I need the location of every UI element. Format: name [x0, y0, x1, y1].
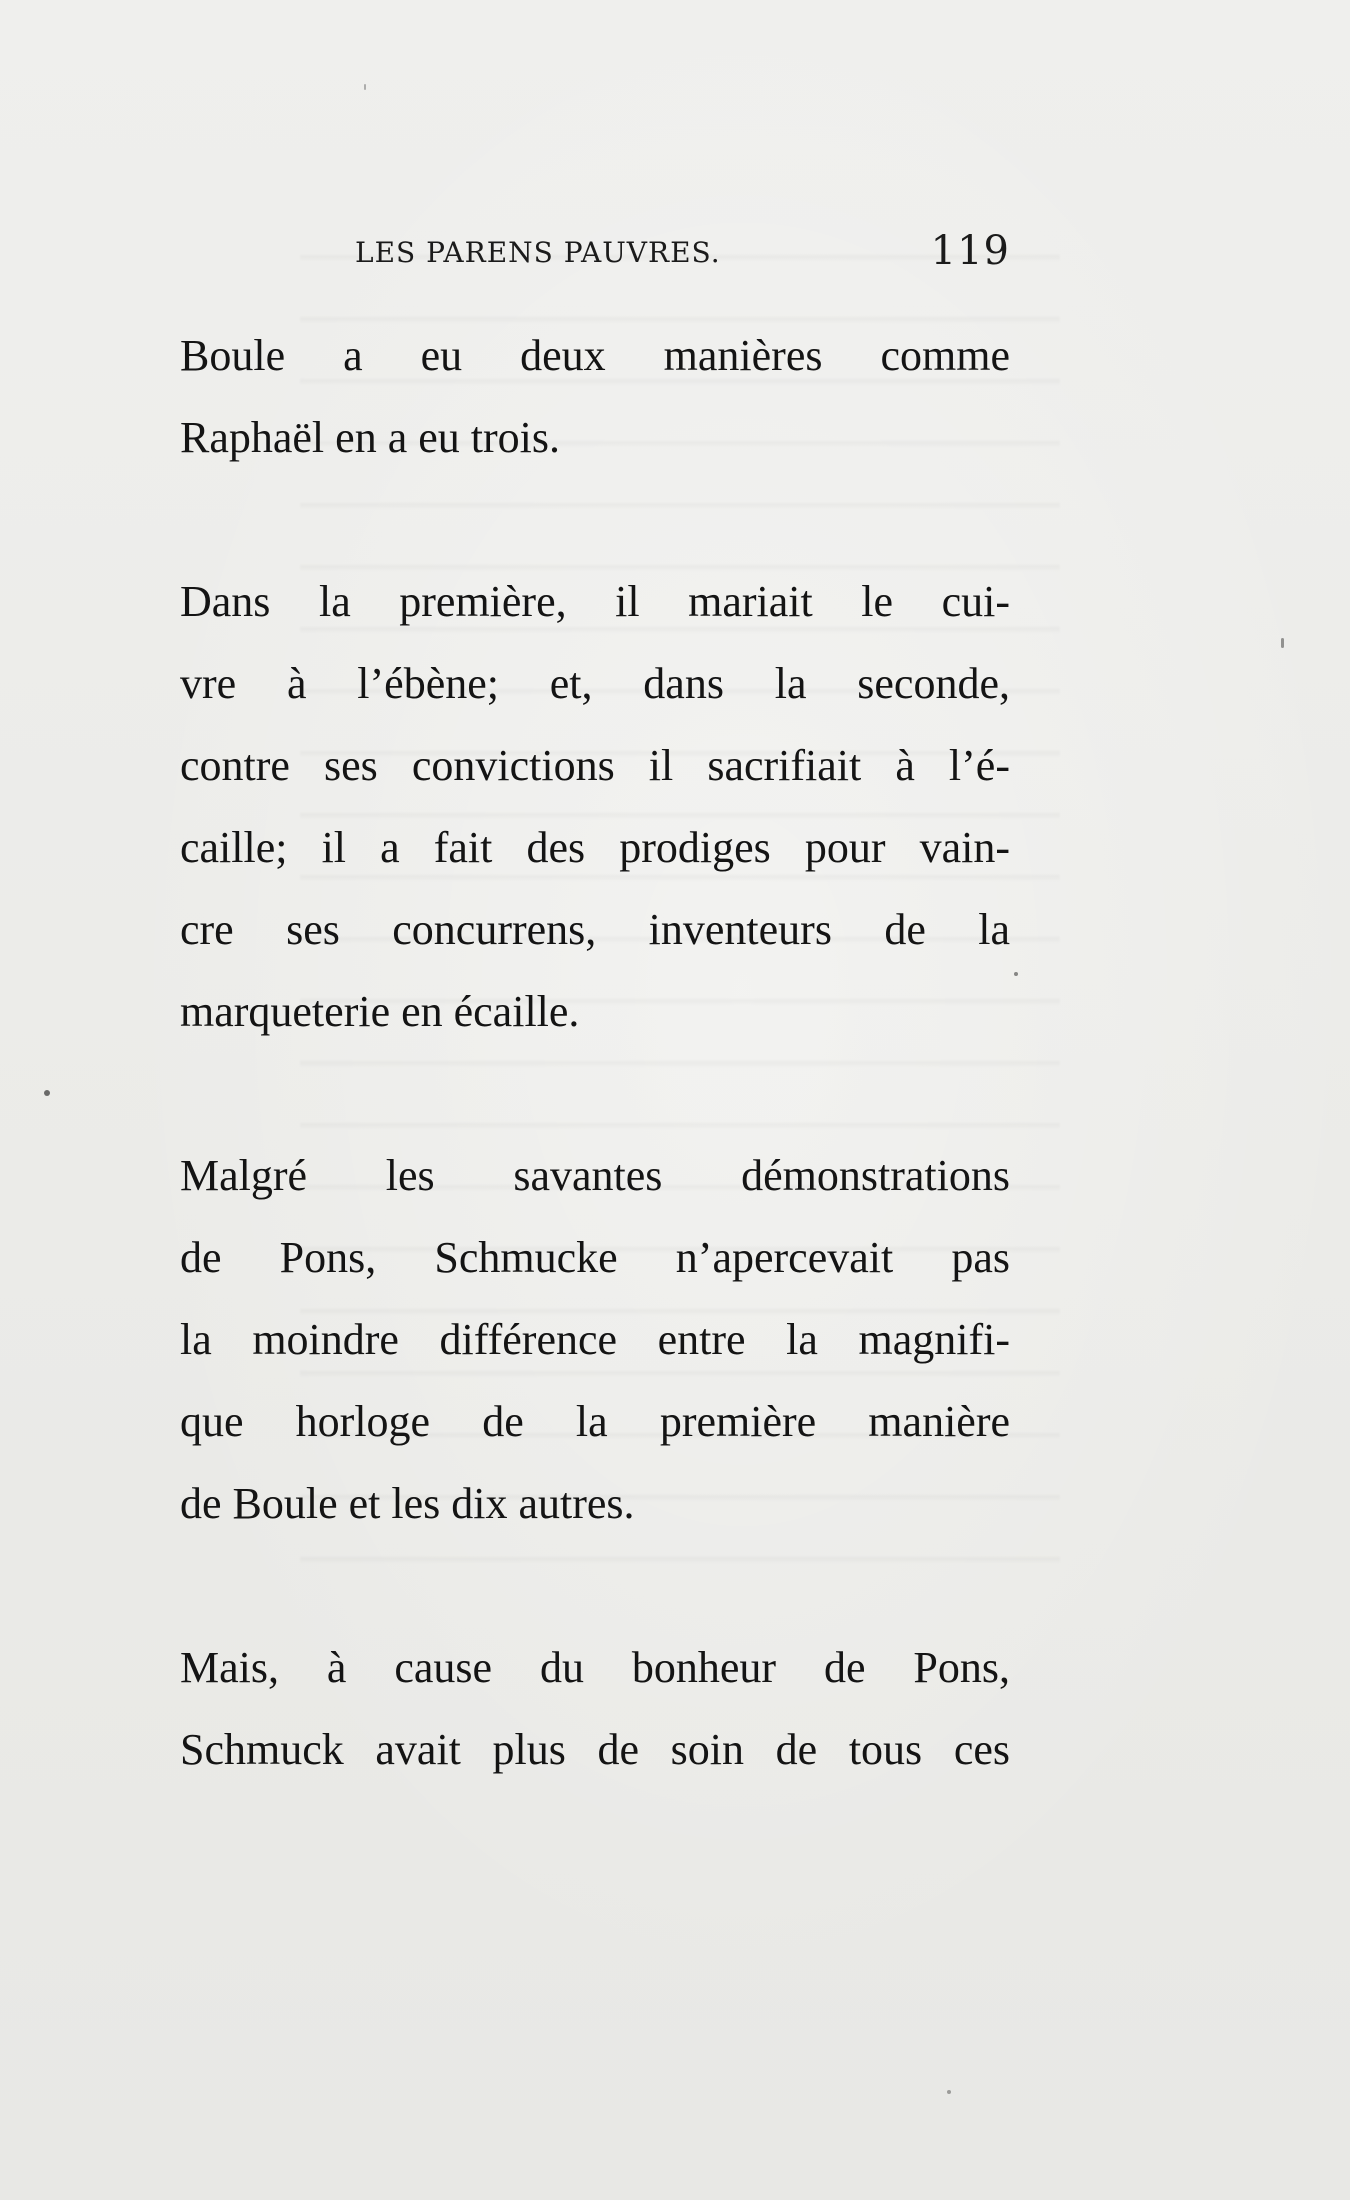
paragraph-line: Dans la première, il mariait le cui- [180, 577, 1010, 626]
page-number: 119 [930, 228, 1010, 274]
paragraph-line: contre ses convictions il sacrifiait à l’é- [180, 741, 1010, 790]
page-header [120, 228, 1010, 278]
paper-speck [947, 2090, 951, 2094]
paragraph-line: Schmuck avait plus de soin de tous ces [180, 1725, 1010, 1774]
paragraph-line: Raphaël en a eu trois. [180, 413, 560, 462]
paper-speck [44, 1090, 50, 1096]
running-title: LES PARENS PAUVRES. [355, 236, 721, 269]
paragraph-line: caille; il a fait des prodiges pour vain- [180, 823, 1010, 872]
paragraph-line: Mais, à cause du bonheur de Pons, [180, 1643, 1010, 1692]
paper-speck [1014, 972, 1018, 976]
paper-speck [1281, 638, 1284, 648]
paragraph-2 [120, 561, 1010, 1053]
paragraph-line: Malgré les savantes démonstrations [180, 1151, 1010, 1200]
paragraph-1 [120, 315, 1010, 479]
paragraph-line: de Pons, Schmucke n’apercevait pas [180, 1233, 1010, 1282]
paragraph-3 [120, 1135, 1010, 1545]
paragraph-line: la moindre différence entre la magnifi- [180, 1315, 1010, 1364]
paragraph-line: de Boule et les dix autres. [180, 1479, 635, 1528]
paragraph-line: vre à l’ébène; et, dans la seconde, [180, 659, 1010, 708]
paragraph-line: cre ses concurrens, inventeurs de la [180, 905, 1010, 954]
paragraph-4 [120, 1627, 1010, 1791]
paragraph-line: Boule a eu deux manières comme [180, 331, 1010, 380]
body-text [120, 315, 1010, 1791]
paragraph-line: que horloge de la première manière [180, 1397, 1010, 1446]
paragraph-line: marqueterie en écaille. [180, 987, 580, 1036]
paper-speck [364, 84, 366, 90]
